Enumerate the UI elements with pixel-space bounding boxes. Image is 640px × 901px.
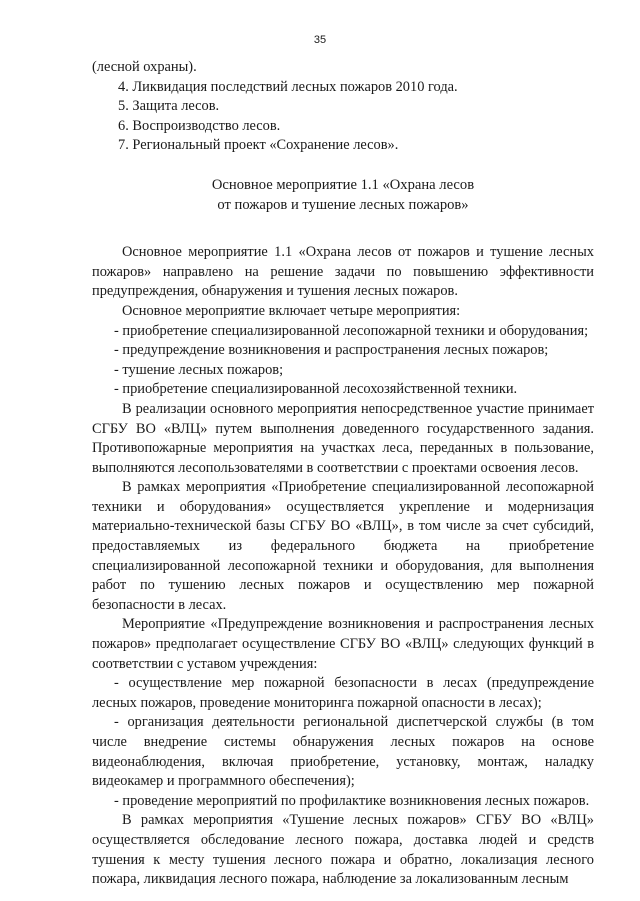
paragraph: В реализации основного мероприятия непосредственное участие принимает СГБУ ВО «ВЛЦ» путем выполнения доведенного государственного задания. Противопожарные мероприятия на участках леса, переданных в пользование, выполняются лесопользователями в соответствии с проектами освоения лесов.: [92, 400, 594, 476]
paragraph: Мероприятие «Предупреждение возникновения и распространения лесных пожаров» предполагает осуществление СГБУ ВО «ВЛЦ» следующих функций в соответствии с уставом учреждения:: [92, 616, 594, 672]
paragraph: В рамках мероприятия «Тушение лесных пожаров» СГБУ ВО «ВЛЦ» осуществляется обследование лесного пожара, доставка людей и средств тушения к месту тушения лесного пожара и обратно, локализация лесного пожара, ликвидация лесного пожара, наблюдение за локализованным лесным: [92, 812, 594, 888]
section-title: [92, 176, 594, 215]
section-title-line-2: от пожаров и тушение лесных пожаров»: [217, 196, 469, 213]
paragraph: Основное мероприятие 1.1 «Охрана лесов от пожаров и тушение лесных пожаров» направлено на решение задачи по повышению эффективности предупреждения, обнаружения и тушения лесных пожаров.: [92, 244, 594, 300]
list-item: 5. Защита лесов.: [118, 98, 220, 115]
page-number: 35: [313, 34, 327, 46]
bullet-item: - осуществление мер пожарной безопасности в лесах (предупреждение лесных пожаров, проведение мониторинга пожарной опасности в лесах);: [92, 675, 594, 711]
list-item: 7. Региональный проект «Сохранение лесов».: [118, 137, 399, 154]
list-item: 4. Ликвидация последствий лесных пожаров 2010 года.: [118, 78, 458, 95]
page-content: [92, 58, 594, 890]
list-item: 6. Воспроизводство лесов.: [118, 117, 281, 134]
bullet-item: - предупреждение возникновения и распространения лесных пожаров;: [114, 342, 549, 359]
bullet-item: - приобретение специализированной лесохозяйственной техники.: [114, 381, 518, 398]
paragraph: Основное мероприятие включает четыре мероприятия:: [122, 302, 461, 319]
bullet-item: - организация деятельности региональной диспетчерской службы (в том числе внедрение системы обнаружения лесных пожаров на основе видеонаблюдения, включая приобретение, установку, монтаж, наладку видеокамер и программного обеспечения);: [92, 714, 594, 790]
bullet-item: - приобретение специализированной лесопожарной техники и оборудования;: [114, 322, 589, 339]
bullet-item: - тушение лесных пожаров;: [114, 361, 284, 378]
continuation-text: (лесной охраны).: [92, 59, 197, 75]
paragraph: В рамках мероприятия «Приобретение специализированной лесопожарной техники и оборудования» осуществляется укрепление и модернизация материально-технической базы СГБУ ВО «ВЛЦ», в том числе за счет субсидий, предоставляемых из федерального бюджета на приобретение специализированной лесопожарной техники и оборудования, для выполнения работ по тушению лесных пожаров и осуществлению мер пожарной безопасности в лесах.: [92, 479, 594, 613]
bullet-item: - проведение мероприятий по профилактике возникновения лесных пожаров.: [114, 792, 590, 809]
section-title-line-1: Основное мероприятие 1.1 «Охрана лесов: [211, 176, 475, 193]
intro-list: [92, 78, 594, 156]
